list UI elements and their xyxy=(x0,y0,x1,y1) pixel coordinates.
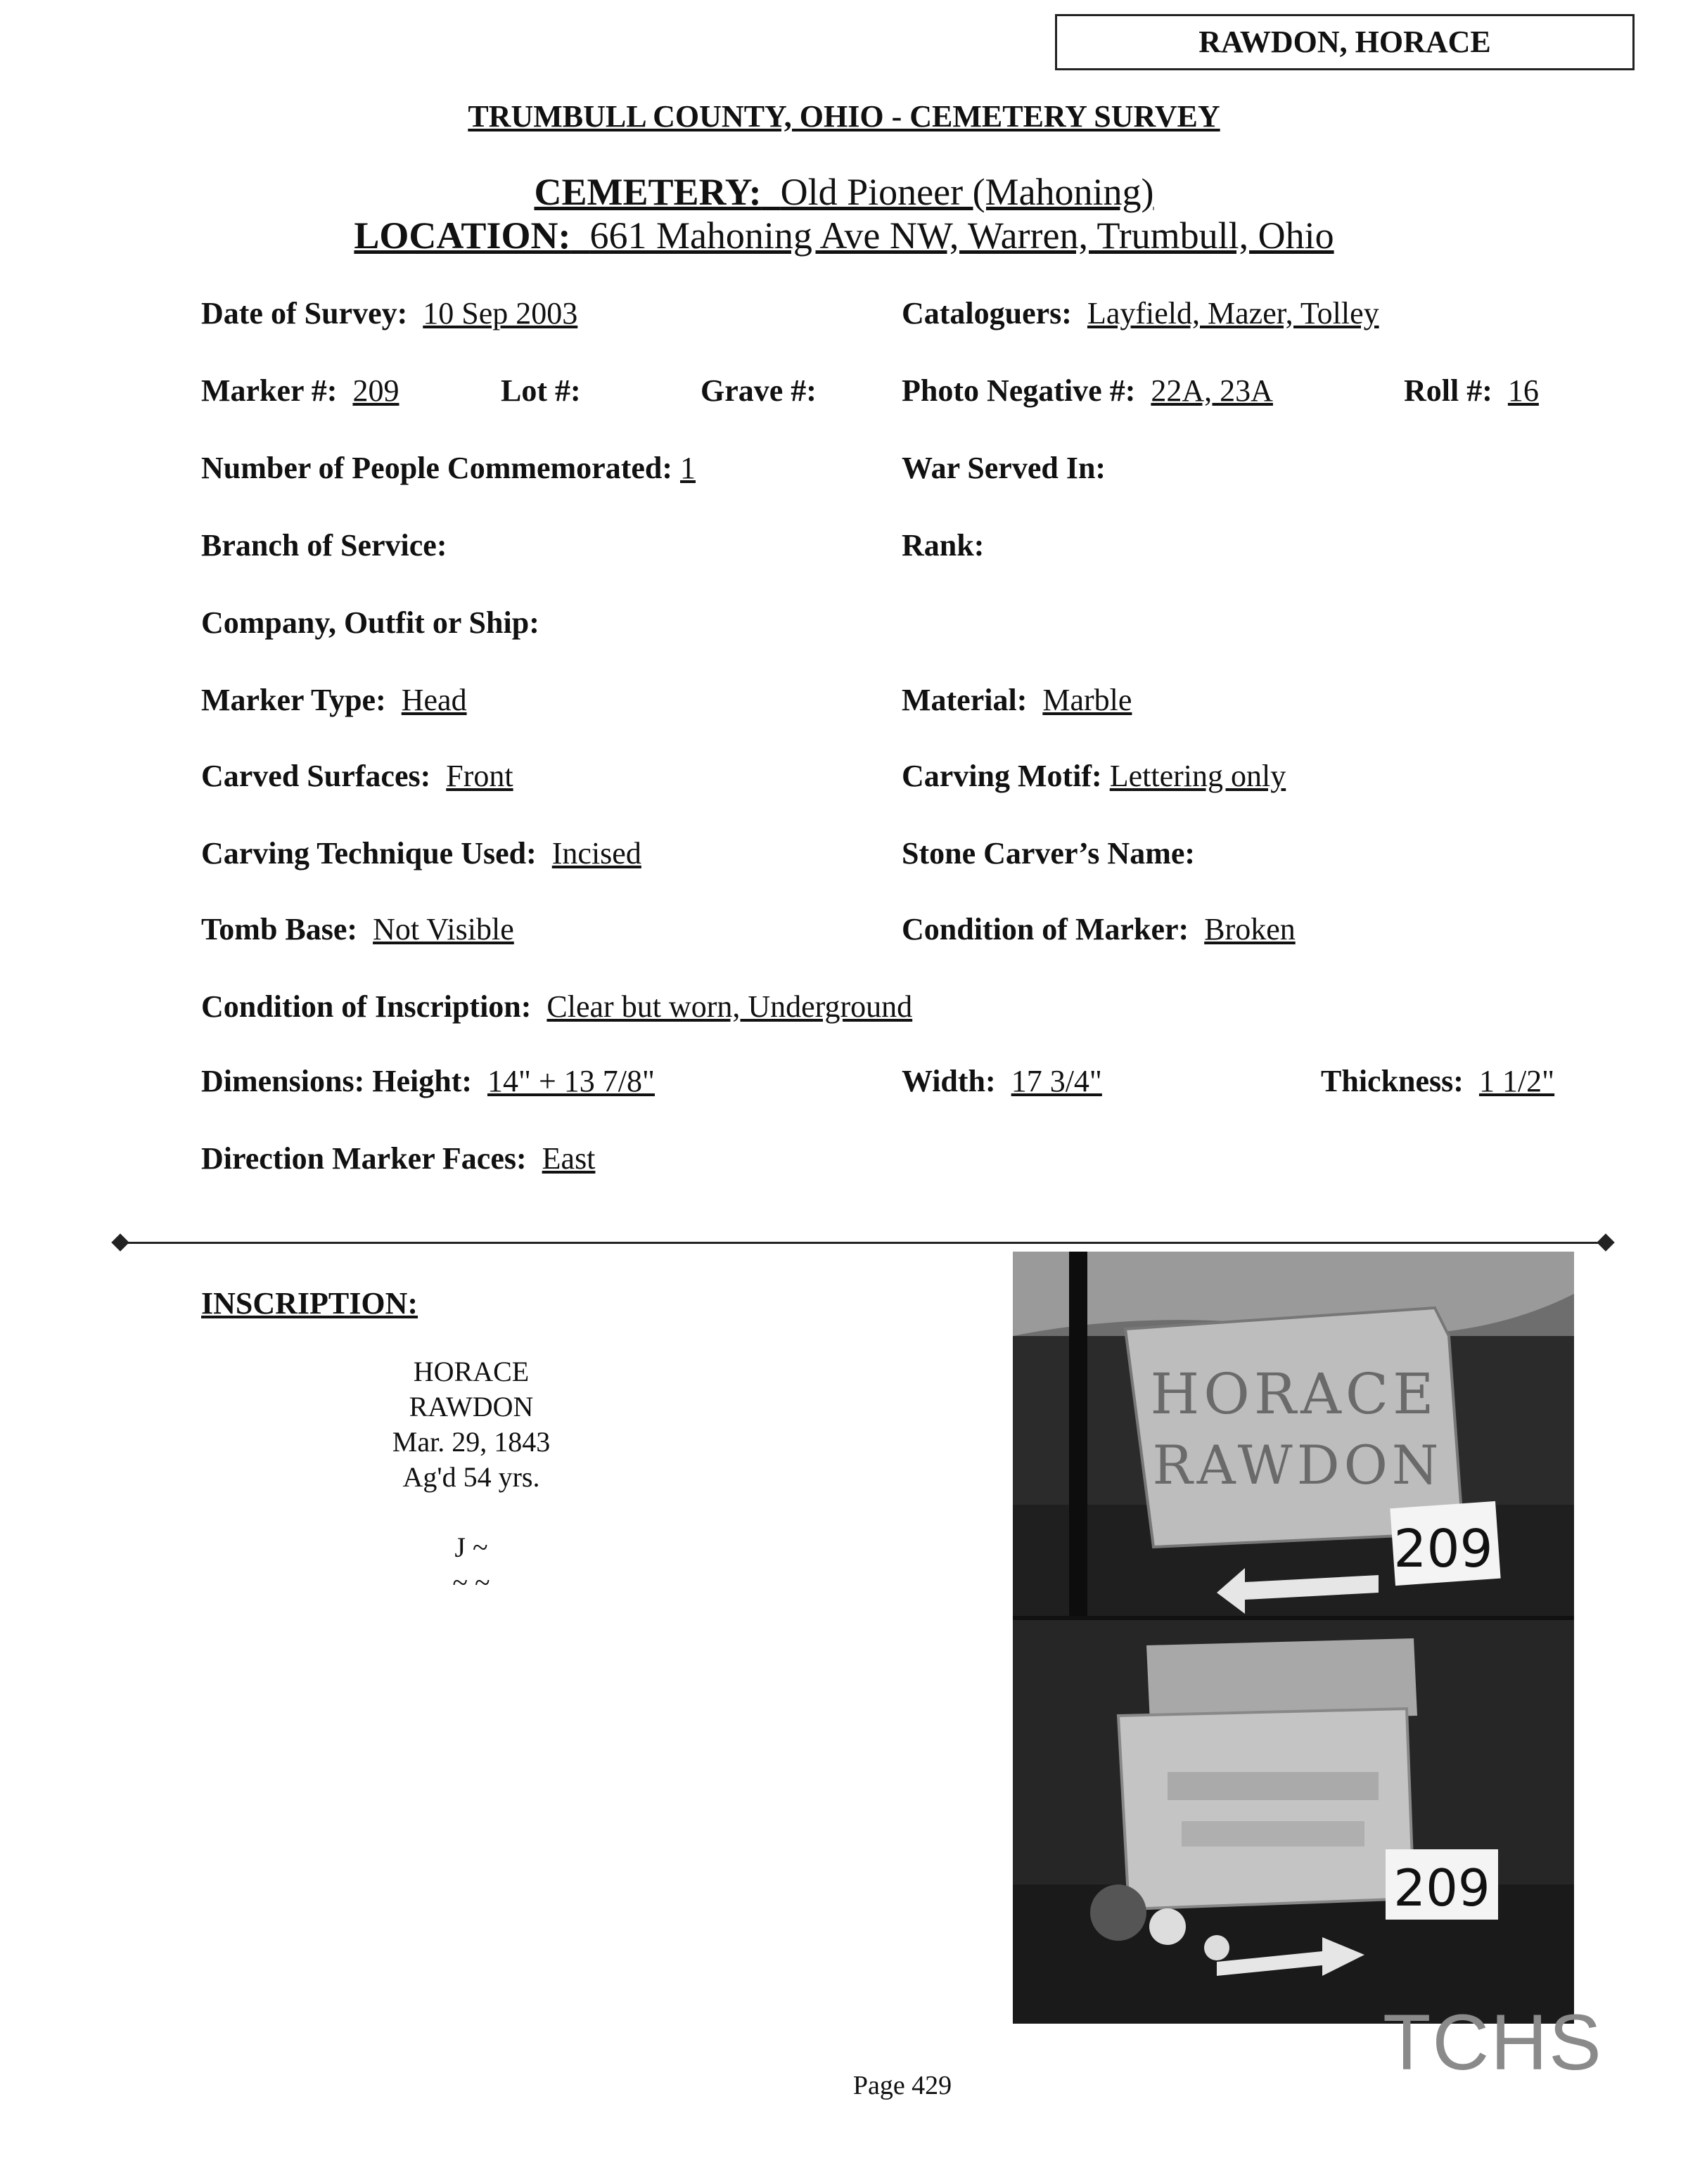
inscription-line xyxy=(331,1495,612,1530)
field-material: Material: Marble xyxy=(902,683,1132,717)
field-condition-marker: Condition of Marker: Broken xyxy=(902,912,1296,946)
field-tomb-base: Tomb Base: Not Visible xyxy=(201,912,514,946)
location-value: 661 Mahoning Ave NW, Warren, Trumbull, Ohio xyxy=(589,214,1334,257)
stone-text-top-2: RAWDON xyxy=(1152,1434,1443,1496)
cemetery-line xyxy=(0,170,1688,214)
field-width: Width: 17 3/4" xyxy=(902,1064,1102,1098)
roll-no-value: 16 xyxy=(1507,373,1539,408)
condition-inscription-value: Clear but worn, Underground xyxy=(546,989,913,1024)
divider-diamond-left xyxy=(111,1233,129,1251)
page-number: Page 429 xyxy=(852,2071,952,2100)
field-people-commemorated: Number of People Commemorated: 1 xyxy=(201,451,696,485)
field-thickness: Thickness: 1 1/2" xyxy=(1321,1064,1555,1098)
marker-tag-bottom: 209 xyxy=(1393,1858,1490,1918)
direction-value: East xyxy=(542,1141,596,1176)
divider-diamond-right xyxy=(1597,1233,1614,1251)
stone-text-top-1: HORACE xyxy=(1150,1361,1438,1427)
gravestone-photo xyxy=(1013,1252,1574,2024)
field-carving-motif: Carving Motif: Lettering only xyxy=(902,759,1286,793)
inscription-line: Mar. 29, 1843 xyxy=(392,1426,551,1458)
material-value: Marble xyxy=(1042,683,1132,717)
photo-negative-value: 22A, 23A xyxy=(1151,373,1273,408)
marker-type-value: Head xyxy=(401,683,467,717)
location-label: LOCATION: xyxy=(354,214,571,257)
carving-motif-value: Lettering only xyxy=(1109,759,1286,793)
field-carved-surfaces: Carved Surfaces: Front xyxy=(201,759,513,793)
gravestone-photo-image xyxy=(1013,1252,1574,2024)
name-box: RAWDON, HORACE xyxy=(1055,14,1635,70)
height-value: 14" + 13 7/8" xyxy=(487,1064,655,1098)
tchs-watermark: TCHS xyxy=(1383,1998,1603,2086)
carving-technique-value: Incised xyxy=(551,836,641,871)
marker-tag-top: 209 xyxy=(1393,1519,1493,1579)
field-dimensions-height: Dimensions: Height: 14" + 13 7/8" xyxy=(201,1064,655,1098)
field-war-served-in: War Served In: xyxy=(902,451,1106,485)
field-grave-no: Grave #: xyxy=(701,373,817,408)
cemetery-value: Old Pioneer (Mahoning) xyxy=(780,171,1154,213)
location-line xyxy=(0,214,1688,257)
field-branch-of-service: Branch of Service: xyxy=(201,528,447,563)
survey-title: TRUMBULL COUNTY, OHIO - CEMETERY SURVEY xyxy=(468,99,1220,134)
marker-no-value: 209 xyxy=(352,373,399,408)
width-value: 17 3/4" xyxy=(1011,1064,1102,1098)
condition-marker-value: Broken xyxy=(1204,912,1296,946)
field-condition-inscription: Condition of Inscription: Clear but worn, Underground xyxy=(201,989,913,1024)
field-direction: Direction Marker Faces: East xyxy=(201,1141,596,1176)
carved-surfaces-value: Front xyxy=(446,759,513,793)
field-company-outfit-ship: Company, Outfit or Ship: xyxy=(201,605,539,640)
field-marker-no: Marker #: 209 xyxy=(201,373,399,408)
inscription-line: ~ ~ xyxy=(452,1567,490,1598)
cemetery-label: CEMETERY: xyxy=(534,171,762,213)
field-rank: Rank: xyxy=(902,528,985,563)
people-commemorated-value: 1 xyxy=(680,451,696,485)
field-marker-type: Marker Type: Head xyxy=(201,683,467,717)
inscription-line: HORACE xyxy=(413,1356,530,1387)
field-carving-technique: Carving Technique Used: Incised xyxy=(201,836,641,871)
field-roll-no: Roll #: 16 xyxy=(1404,373,1539,408)
field-stone-carver: Stone Carver’s Name: xyxy=(902,836,1196,871)
field-cataloguers: Cataloguers: Layfield, Mazer, Tolley xyxy=(902,296,1379,330)
field-lot-no: Lot #: xyxy=(501,373,581,408)
tomb-base-value: Not Visible xyxy=(373,912,514,946)
field-photo-negative: Photo Negative #: 22A, 23A xyxy=(902,373,1273,408)
section-divider xyxy=(121,1242,1605,1244)
inscription-line: J ~ xyxy=(454,1531,488,1563)
field-date-of-survey: Date of Survey: 10 Sep 2003 xyxy=(201,296,578,330)
thickness-value: 1 1/2" xyxy=(1478,1064,1555,1098)
inscription-line: RAWDON xyxy=(409,1391,534,1422)
inscription-text xyxy=(331,1354,612,1600)
inscription-line: Ag'd 54 yrs. xyxy=(402,1461,540,1493)
cataloguers-value: Layfield, Mazer, Tolley xyxy=(1087,296,1379,330)
inscription-heading: INSCRIPTION: xyxy=(201,1286,418,1321)
date-of-survey-value: 10 Sep 2003 xyxy=(423,296,578,330)
